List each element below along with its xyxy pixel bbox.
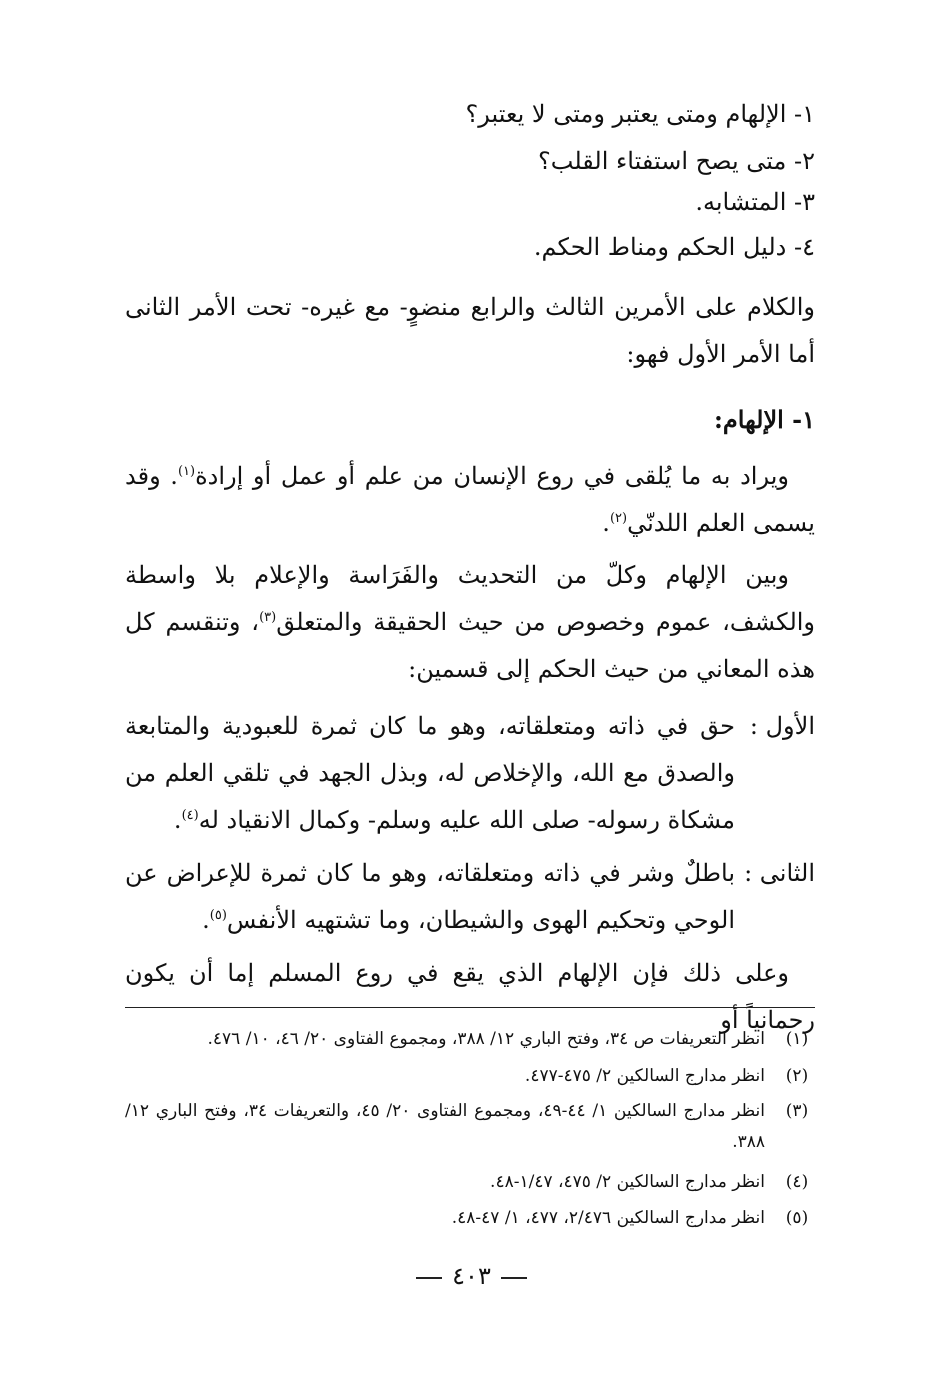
paragraph-text: . وقد يسمى العلم اللدنّي (125, 462, 815, 537)
footnote-ref: (٤) (181, 808, 199, 823)
footnote-text: انظر التعريفات ص ٣٤، وفتح الباري ١٢/ ٣٨٨، ومجموع الفتاوى ٢٠/ ٤٦، ١٠/ ٤٧٦. (207, 1029, 765, 1049)
footnote-number: (٤) (785, 1172, 809, 1192)
definition-body: حق في ذاته ومتعلقاته، وهو ما كان ثمرة للعبودية والمتابعة والصدق مع الله، والإخلاص له، وبذل الجهد في تلقي العلم من مشكاة رسوله- صلى الله عليه وسلم- وكمال الانقياد له (125, 712, 735, 834)
list-item: ١- الإلهام ومتى يعتبر ومتى لا يعتبر؟ (465, 100, 815, 128)
definition-body: باطلٌ وشر في ذاته ومتعلقاته، وهو ما كان ثمرة للإعراض عن الوحي وتحكيم الهوى والشيطان، وما تشتهيه الأنفس (125, 859, 735, 934)
closing-line: وعلى ذلك فإن الإلهام الذي يقع في روع المسلم إما أن يكون رحمانياً أو (125, 959, 815, 1034)
list-item: ٣- المتشابه. (695, 188, 815, 216)
footnote-ref: (٣) (259, 610, 277, 625)
footnote (125, 1096, 815, 1158)
definition-body: . (173, 806, 182, 834)
footnote-text: انظر مدارج السالكين ٢/ ٤٧٥-٤٧٧. (524, 1066, 765, 1086)
page-number-dash (416, 1277, 442, 1279)
definition-label: الثانى : (744, 859, 815, 887)
footnote-number: (٢) (785, 1066, 809, 1086)
list-item: ٢- متى يصح استفتاء القلب؟ (538, 147, 815, 175)
paragraph (125, 552, 815, 693)
footnote-text: انظر مدارج السالكين ٢/ ٤٧٥، ١/٤٧-٤٨. (490, 1172, 765, 1192)
definition-text (125, 703, 735, 844)
footnote-number: (١) (785, 1029, 809, 1049)
footnote (125, 1167, 815, 1198)
paragraph-text: ويراد به ما يُلقى في روع الإنسان من علم أو عمل أو إرادة (195, 462, 789, 490)
footnote-number: (٣) (785, 1101, 809, 1121)
paragraph (125, 453, 815, 547)
footnote-text: انظر مدارج السالكين ٢/٤٧٦، ٤٧٧، ١/ ٤٧-٤٨. (451, 1208, 765, 1228)
paragraph-text: ، وتنقسم كل هذه المعاني من حيث الحكم إلى قسمين: (125, 608, 815, 683)
paragraph-text: . (602, 509, 610, 537)
definition-second (125, 850, 815, 944)
footnote (125, 1203, 815, 1234)
footnote-ref: (٥) (209, 908, 227, 923)
footnote-number: (٥) (785, 1208, 809, 1228)
page-number (0, 1262, 943, 1290)
section-heading: ١- الإلهام: (714, 405, 815, 434)
definition-body: . (202, 906, 210, 934)
intro-paragraph: والكلام على الأمرين الثالث والرابع منضوٍ- مع غيره- تحت الأمر الثانى أما الأمر الأول فهو: (125, 293, 815, 368)
footnote-separator (125, 1007, 815, 1008)
footnote-ref: (١) (177, 464, 196, 479)
footnote-text: انظر مدارج السالكين ١/ ٤٤-٤٩، ومجموع الفتاوى ٢٠/ ٤٥، والتعريفات ٣٤، وفتح الباري ١٢/ ٣٨٨. (125, 1101, 765, 1152)
footnote (125, 1024, 815, 1055)
page-number-value: ٤٠٣ (452, 1262, 491, 1290)
footnote (125, 1061, 815, 1092)
footnote-ref: (٢) (609, 511, 628, 526)
definition-text (125, 850, 735, 944)
list-item: ٤- دليل الحكم ومناط الحكم. (533, 233, 815, 261)
paragraph-text: وبين الإلهام وكلّ من التحديث والفَرَاسة والإعلام بلا واسطة والكشف، عموم وخصوص من حيث الحقيقة والمتعلق (125, 561, 816, 636)
page-number-dash (501, 1277, 527, 1279)
definition-label: الأول : (749, 712, 815, 740)
definition-first (125, 703, 815, 844)
